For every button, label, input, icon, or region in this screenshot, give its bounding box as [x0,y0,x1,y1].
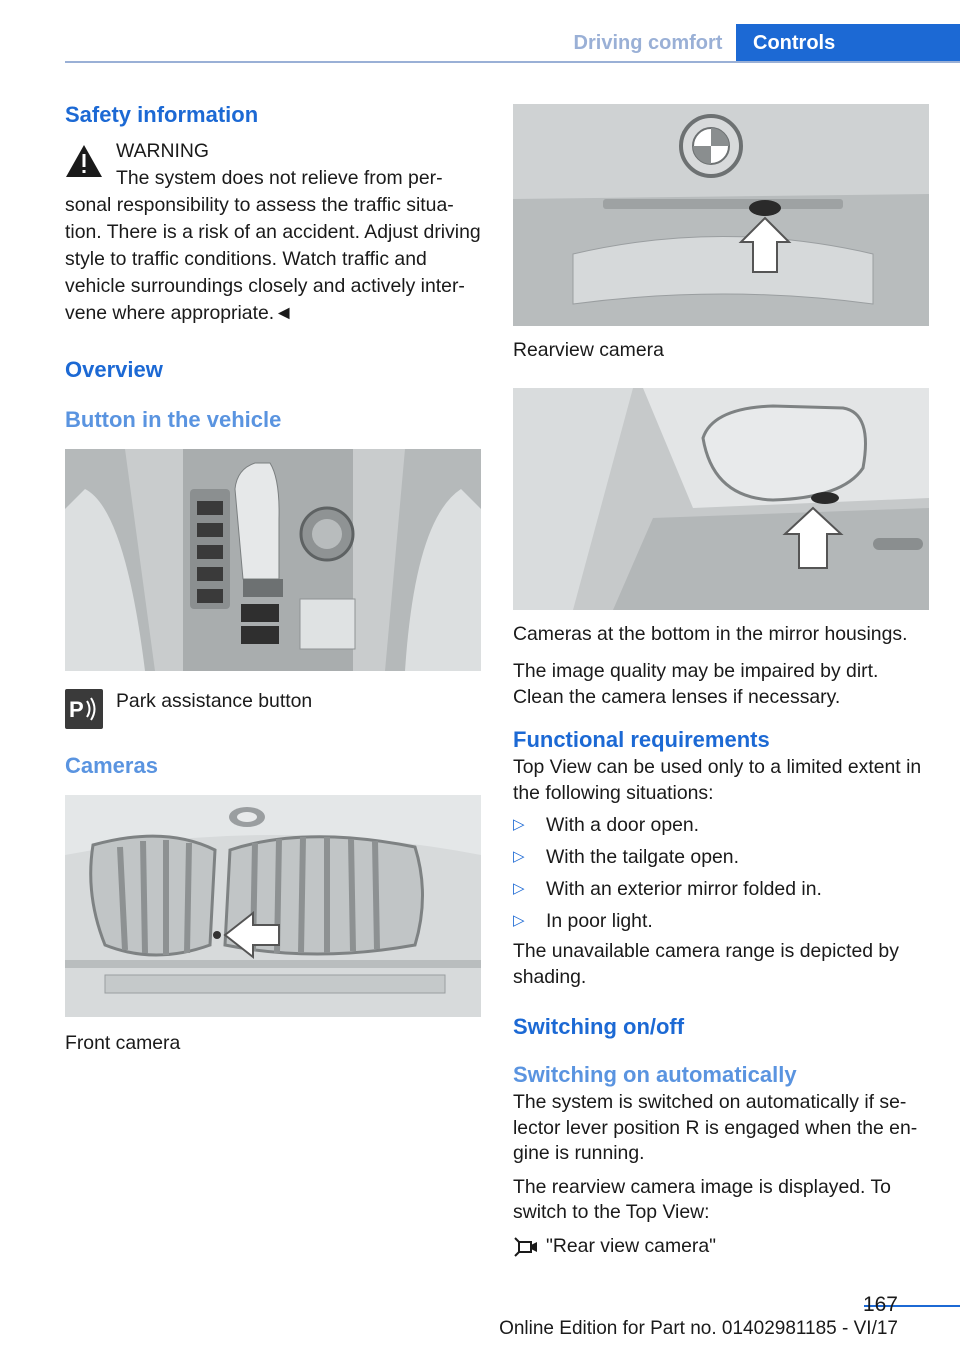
tailgate-photo [513,104,929,326]
triangle-bullet-icon: ▷ [513,912,525,929]
list-item: ▷ In poor light. [513,905,929,937]
functional-requirements-heading: Functional requirements [513,727,770,752]
warning-block [65,138,481,327]
rear-view-camera-row [513,1234,929,1260]
cameras-heading: Cameras [65,753,158,778]
triangle-bullet-icon: ▷ [513,880,525,897]
functional-intro: Top View can be used only to a limited extent in the following situations: [513,756,922,804]
switching-auto-body: The system is switched on automatically if selector lever position R is engaged when the engine is running. [513,1091,918,1164]
svg-text:P: P [69,697,84,722]
park-assistance-icon [65,689,103,729]
rear-view-camera-label: "Rear view camera" [546,1234,717,1257]
list-item: ▷ With an exterior mirror folded in. [513,873,929,905]
header-section-title: Driving comfort [573,32,723,54]
left-column [65,100,481,1057]
warning-triangle-icon [65,144,103,178]
functional-outro: The unavailable camera range is depicted by shading. [513,940,899,988]
front-camera-caption: Front camera [65,1032,181,1054]
header-chapter-tab: Controls [736,24,960,63]
right-column [513,104,929,1260]
button-heading: Button in the vehicle [65,407,282,432]
park-assistance-row [65,689,481,731]
switching-auto-heading: Switching on automatically [513,1062,797,1087]
safety-heading: Safety information [65,102,259,127]
park-assistance-label: Park assistance button [116,690,313,712]
list-item: ▷ With the tailgate open. [513,841,929,873]
image-quality-note: The image quality may be impaired by dirt. Clean the camera lenses if necessary. [513,660,879,708]
overview-heading: Overview [65,357,163,382]
triangle-bullet-icon: ▷ [513,816,525,833]
switching-heading: Switching on/off [513,1014,685,1039]
center-console-photo [65,449,481,671]
triangle-bullet-icon: ▷ [513,848,525,865]
front-grille-photo [65,795,481,1017]
list-item: ▷ With a door open. [513,809,929,841]
warning-body: The system does not relieve from personal responsibility to assess the traffic situation. There is a risk of an accident. Adjust driving style to traffic conditions. Watch traffic and vehicle surroundings closely and actively intervene where appropriate.◄ [65,167,481,324]
page-number: 167 [862,1293,898,1316]
warning-title: WARNING [116,140,209,162]
functional-list [513,809,929,937]
footer-edition: Online Edition for Part no. 01402981185 - VI/17 [499,1318,898,1339]
header-rule [65,61,960,63]
rear-view-camera-icon [513,1236,543,1258]
switching-auto-body-2: The rearview camera image is displayed. To switch to the Top View: [513,1175,891,1223]
rearview-camera-caption: Rearview camera [513,339,664,361]
mirror-camera-caption: Cameras at the bottom in the mirror housings. [513,622,908,645]
mirror-photo [513,388,929,610]
